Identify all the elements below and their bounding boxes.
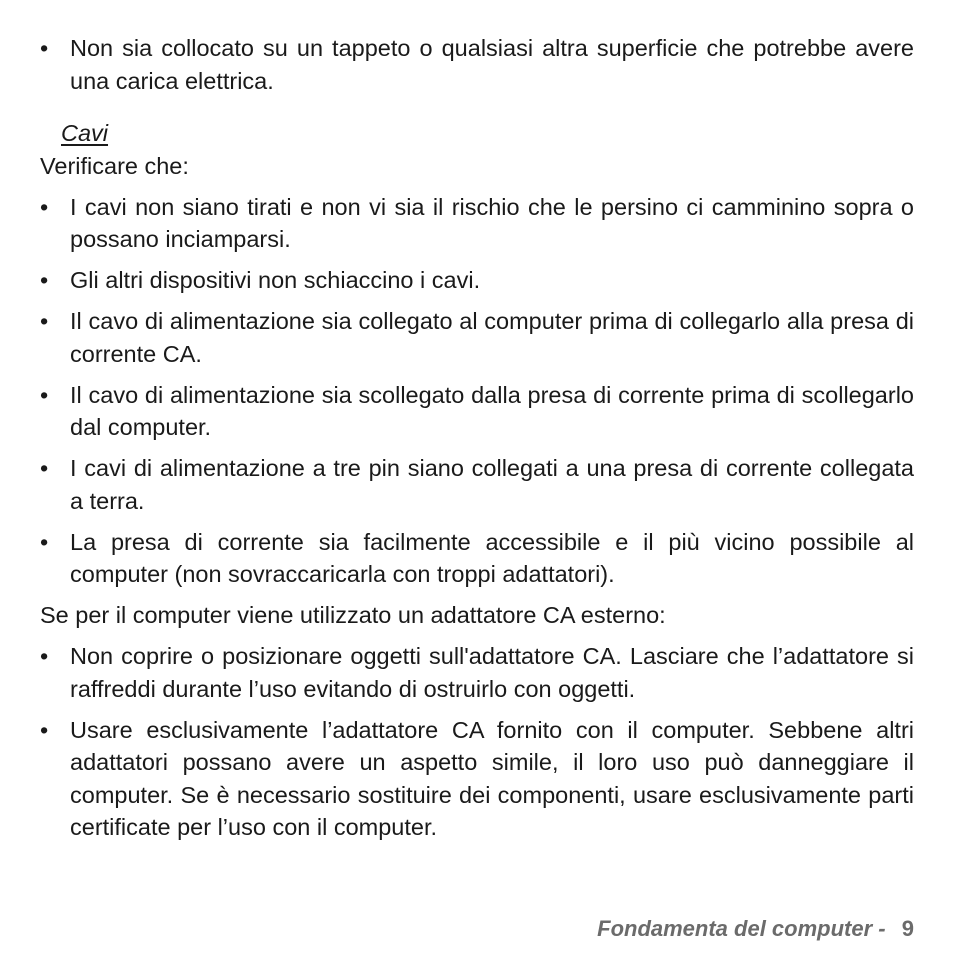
footer-title: Fondamenta del computer (597, 916, 873, 941)
list-item-text: Il cavo di alimentazione sia scollegato dalla presa di corrente prima di scollegarlo dal computer. (70, 381, 914, 440)
bullet-icon: • (40, 643, 49, 669)
list-item-text: I cavi di alimentazione a tre pin siano collegati a una presa di corrente collegata a terra. (70, 455, 914, 514)
bullet-icon: • (40, 716, 49, 743)
lead-paragraph: Verificare che: (40, 152, 189, 179)
list-item (40, 379, 914, 444)
document-page (40, 32, 914, 852)
list-item-text: I cavi non siano tirati e non vi sia il rischio che le persino ci camminino sopra o possano inciamparsi. (70, 193, 914, 252)
list-item (40, 526, 914, 591)
list-item-text: La presa di corrente sia facilmente accessibile e il più vicino possibile al computer (non sovraccaricarla con troppi adattatori). (70, 528, 914, 587)
bullet-icon: • (40, 528, 49, 555)
bullet-icon: • (40, 35, 49, 61)
adapter-intro-paragraph: Se per il computer viene utilizzato un adattatore CA esterno: (40, 602, 666, 628)
list-item-text: Gli altri dispositivi non schiaccino i cavi. (70, 267, 481, 293)
list-item-text: Usare esclusivamente l’adattatore CA fornito con il computer. Sebbene altri adattatori possano avere un aspetto simile, il loro uso può danneggiare il computer. Se è necessario sostituire dei componenti, usare esclusivamente parti certificate per l’uso con il computer. (70, 716, 914, 840)
list-item-text: Il cavo di alimentazione sia collegato al computer prima di collegarlo alla presa di corrente CA. (70, 308, 914, 367)
footer-separator: - (878, 916, 886, 941)
bullet-icon: • (40, 308, 49, 334)
bullet-icon: • (40, 193, 49, 220)
list-item (40, 264, 914, 297)
cable-bullet-list (40, 191, 914, 591)
list-item (40, 305, 914, 370)
page-footer (597, 914, 914, 944)
list-item (40, 32, 914, 97)
list-item-text: Non sia collocato su un tappeto o qualsiasi altra superficie che potrebbe avere una carica elettrica. (70, 35, 914, 94)
bullet-icon: • (40, 455, 49, 481)
list-item (40, 452, 914, 517)
intro-bullet-list (40, 32, 914, 97)
section-title: Cavi (61, 120, 109, 146)
list-item (40, 714, 914, 844)
list-item (40, 191, 914, 256)
page-number: 9 (901, 916, 914, 941)
bullet-icon: • (40, 381, 49, 408)
list-item-text: Non coprire o posizionare oggetti sull'adattatore CA. Lasciare che l’adattatore si raffreddi durante l’uso evitando di ostruirlo con oggetti. (70, 643, 914, 702)
list-item (40, 640, 914, 705)
bullet-icon: • (40, 267, 49, 293)
adapter-bullet-list (40, 640, 914, 844)
